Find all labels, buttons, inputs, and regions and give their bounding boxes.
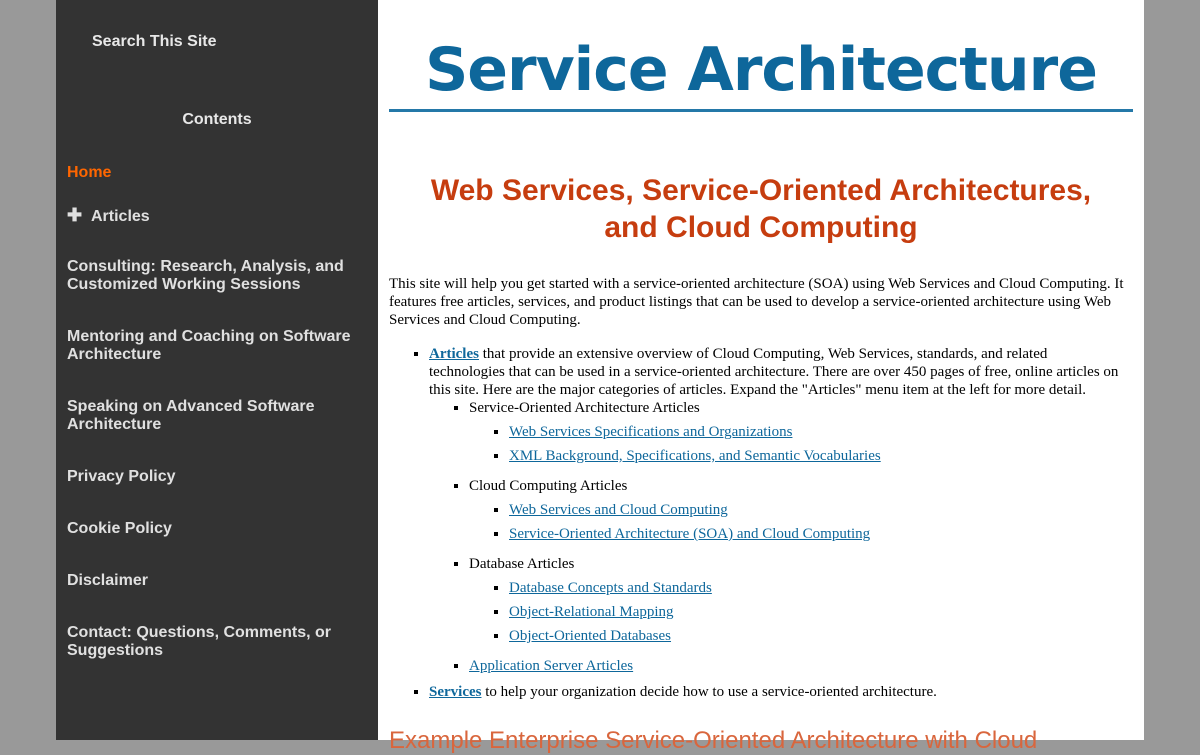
category-database <box>469 555 1124 645</box>
sidebar-item-privacy-policy[interactable] <box>67 468 362 486</box>
articles-link[interactable]: Articles <box>429 346 479 362</box>
sidebar-item-articles[interactable] <box>67 206 362 226</box>
page-heading <box>378 172 1144 246</box>
contents-heading: Contents <box>182 111 252 128</box>
services-link[interactable]: Services <box>429 684 482 700</box>
sidebar-item-cookie-policy[interactable] <box>67 520 362 538</box>
sidebar-item-mentoring[interactable] <box>67 328 362 364</box>
next-section-heading: Example Enterprise Service-Oriented Architecture with Cloud <box>389 727 1038 754</box>
category-title: Service-Oriented Architecture Articles <box>469 400 700 416</box>
plus-icon[interactable]: ✚ <box>67 205 83 225</box>
list-item-services <box>429 683 1124 701</box>
list-item <box>509 423 1124 441</box>
list-item-articles <box>429 345 1124 675</box>
sidebar-item-label: Consulting: Research, Analysis, and Customized Working Sessions <box>67 258 344 293</box>
sidebar-item-disclaimer[interactable] <box>67 572 362 590</box>
database-concepts-link[interactable]: Database Concepts and Standards <box>509 580 712 596</box>
sidebar-item-label: Contact: Questions, Comments, or Suggestions <box>67 624 332 659</box>
list-item <box>509 627 1124 645</box>
soa-cloud-link[interactable]: Service-Oriented Architecture (SOA) and Cloud Computing <box>509 526 871 542</box>
sidebar-item-contact[interactable] <box>67 624 362 660</box>
page-heading-line-2: and Cloud Computing <box>604 211 918 244</box>
sidebar-item-label: Articles <box>91 208 150 225</box>
title-divider <box>389 109 1133 112</box>
sidebar-item-label: Cookie Policy <box>67 520 172 537</box>
page-heading-line-1: Web Services, Service-Oriented Architectures, <box>430 174 1092 207</box>
category-soa <box>469 399 1124 465</box>
search-site-label[interactable]: Search This Site <box>92 33 217 50</box>
list-item <box>509 579 1124 597</box>
app-server-articles-link[interactable]: Application Server Articles <box>469 658 634 674</box>
list-item-app-server <box>469 657 1124 675</box>
sidebar-item-label: Disclaimer <box>67 572 148 589</box>
sidebar <box>56 0 378 740</box>
web-services-specs-link[interactable]: Web Services Specifications and Organizations <box>509 424 793 440</box>
content-list <box>389 345 1124 709</box>
xml-background-link[interactable]: XML Background, Specifications, and Semantic Vocabularies <box>509 448 881 464</box>
category-cloud <box>469 477 1124 543</box>
web-services-cloud-link[interactable]: Web Services and Cloud Computing <box>509 502 728 518</box>
object-oriented-db-link[interactable]: Object-Oriented Databases <box>509 628 672 644</box>
category-title: Database Articles <box>469 556 575 572</box>
list-item <box>509 447 1124 465</box>
list-item <box>509 501 1124 519</box>
sidebar-item-consulting[interactable] <box>67 258 362 294</box>
services-description: to help your organization decide how to use a service-oriented architecture. <box>481 684 937 700</box>
object-relational-link[interactable]: Object-Relational Mapping <box>509 604 674 620</box>
site-title: Service Architecture <box>425 35 1097 105</box>
intro-paragraph: This site will help you get started with a service-oriented architecture (SOA) using Web Services and Cloud Computing. It features free articles, services, and product listings that can be used to develop a service-oriented architecture using Web Services and Cloud Computing. <box>389 276 1124 328</box>
main-content <box>378 0 1144 754</box>
sidebar-item-label: Home <box>67 164 112 181</box>
list-item <box>509 603 1124 621</box>
articles-description: that provide an extensive overview of Cloud Computing, Web Services, standards, and related technologies that can be used in a service-oriented architecture. There are over 450 pages of free, online articles on this site. Here are the major categories of articles. Expand the "Articles" menu item at the left for more detail. <box>429 346 1119 398</box>
sidebar-item-label: Mentoring and Coaching on Software Architecture <box>67 328 351 363</box>
sidebar-item-speaking[interactable] <box>67 398 362 434</box>
sidebar-item-home[interactable] <box>67 164 362 182</box>
sidebar-item-label: Speaking on Advanced Software Architecture <box>67 398 315 433</box>
category-title: Cloud Computing Articles <box>469 478 628 494</box>
page-margin-right <box>1144 0 1200 740</box>
sidebar-item-label: Privacy Policy <box>67 468 176 485</box>
list-item <box>509 525 1124 543</box>
